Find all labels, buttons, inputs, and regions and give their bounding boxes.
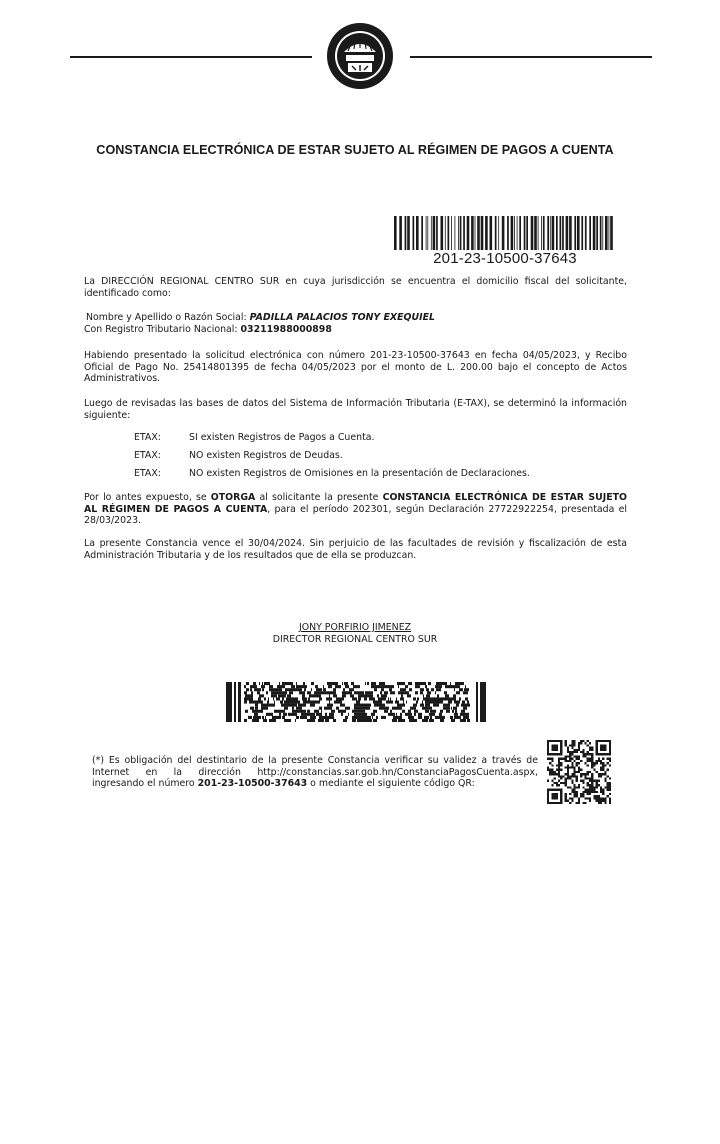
footer-number: 201-23-10500-37643 (197, 778, 308, 790)
barcode-number: 201-23-10500-37643 (433, 250, 577, 267)
barcode (394, 216, 616, 250)
taxpayer-name-line (86, 312, 629, 324)
qr-code-icon (547, 740, 611, 804)
grant-constancia-name: CONSTANCIA ELECTRÓNICA DE ESTAR SUJETO AL RÉGIMEN DE PAGOS A CUENTA (84, 492, 627, 515)
etax-result-row (134, 432, 374, 444)
etax-result-row (134, 450, 343, 462)
etax-source: ETAX: (134, 450, 161, 461)
intro-paragraph: La DIRECCIÓN REGIONAL CENTRO SUR en cuya jurisdicción se encuentra el domicilio fiscal del solicitante, identificado como: (84, 276, 627, 299)
etax-result-row (134, 468, 530, 480)
etax-result-text: NO existen Registros de Deudas. (189, 450, 343, 461)
review-paragraph: Luego de revisadas las bases de datos del Sistema de Información Tributaria (E-TAX), se determinó la información siguiente: (84, 398, 627, 421)
taxpayer-name-label: Nombre y Apellido o Razón Social: (86, 312, 247, 323)
taxpayer-rtn-label: Con Registro Tributario Nacional: (84, 324, 238, 335)
footer-text-2: o mediante el siguiente código QR: (307, 778, 475, 790)
signatory-position: DIRECTOR REGIONAL CENTRO SUR (272, 634, 438, 645)
request-paragraph: Habiendo presentado la solicitud electrónica con número 201-23-10500-37643 en fecha 04/05/2023, y Recibo Oficial de Pago No. 25414801395 de fecha 04/05/2023 por el monto de L. 200.00 bajo el concepto de Actos Administrativos. (84, 350, 627, 385)
pdf417-barcode (226, 682, 486, 722)
document-title: CONSTANCIA ELECTRÓNICA DE ESTAR SUJETO AL RÉGIMEN DE PAGOS A CUENTA (96, 143, 614, 157)
grant-text-3: , para el período 202301, según Declaración 27722922254, presentada el 28/03/2023. (84, 503, 627, 527)
taxpayer-name-value: PADILLA PALACIOS TONY EXEQUIEL (249, 312, 435, 323)
grant-paragraph (84, 492, 627, 527)
grant-otorga: OTORGA (210, 492, 256, 503)
etax-source: ETAX: (134, 468, 161, 479)
grant-text-2: al solicitante la presente (255, 492, 383, 503)
etax-source: ETAX: (134, 432, 161, 443)
header-rule-right (410, 56, 652, 58)
signature-block (0, 622, 710, 646)
signatory-name: JONY PORFIRIO JIMENEZ (298, 622, 412, 633)
etax-result-text: NO existen Registros de Omisiones en la presentación de Declaraciones. (189, 468, 530, 479)
footer-note (92, 755, 538, 790)
header-rule-left (70, 56, 312, 58)
etax-result-text: SI existen Registros de Pagos a Cuenta. (189, 432, 375, 443)
expiry-paragraph: La presente Constancia vence el 30/04/2024. Sin perjuicio de las facultades de revisión y fiscalización de esta Administración Tributaria y de los resultados que de ella se produzcan. (84, 538, 627, 561)
institution-seal-icon (326, 22, 394, 90)
taxpayer-rtn-line (84, 324, 627, 336)
taxpayer-rtn-value: 03211988000898 (240, 324, 332, 335)
footer-text-1: (*) Es obligación del destintario de la presente Constancia verificar su validez a través de Internet en la dirección http://constancias.sar.gob.hn/ConstanciaPagosCuenta.aspx, ingresando el número (92, 755, 538, 790)
grant-text-1: Por lo antes expuesto, se (84, 492, 211, 503)
